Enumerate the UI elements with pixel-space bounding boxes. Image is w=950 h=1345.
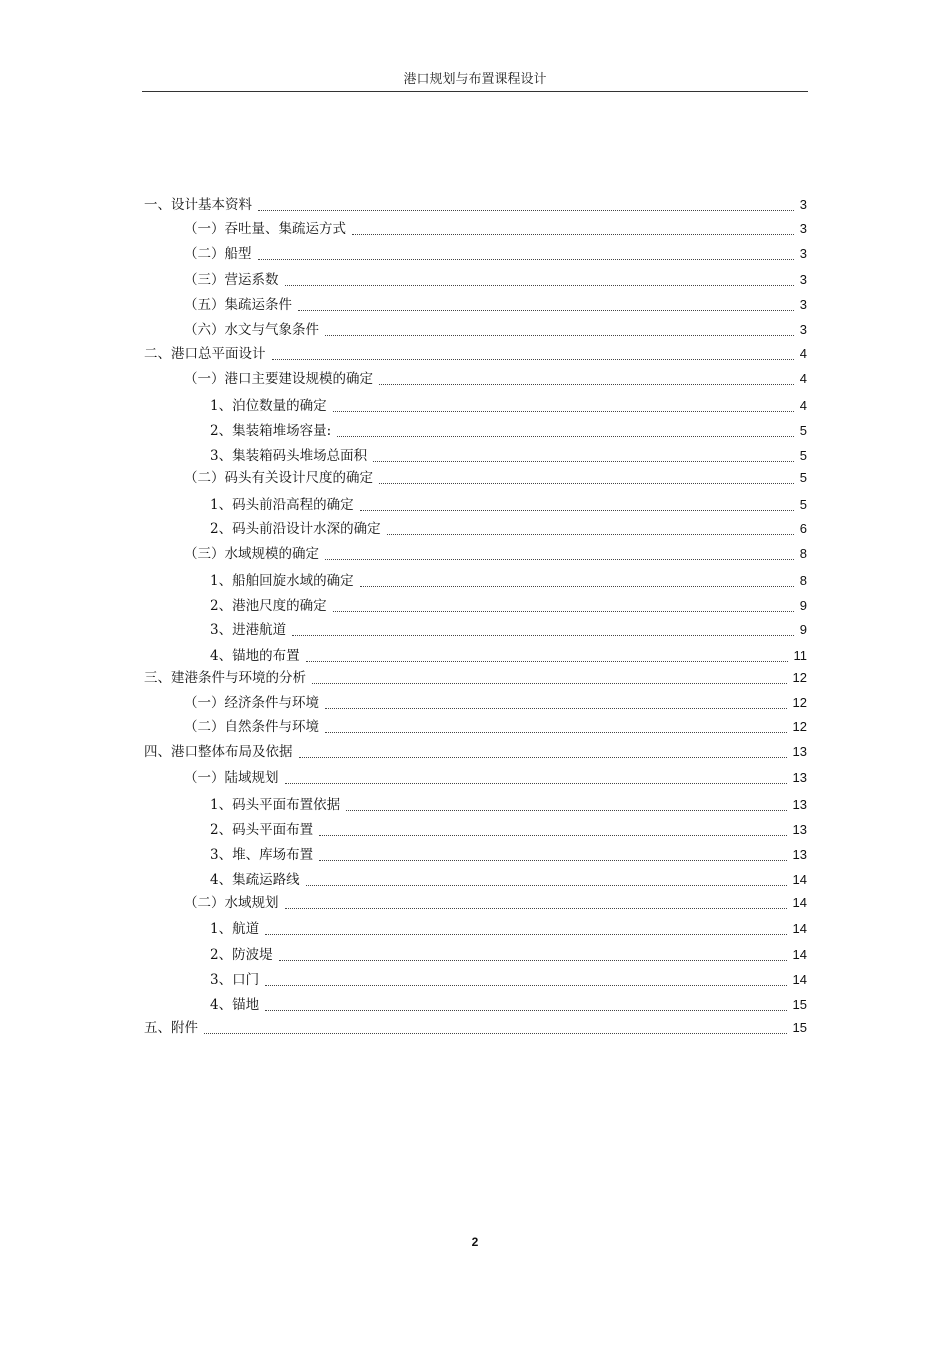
- toc-leader-dots: [265, 1010, 786, 1011]
- toc-leader-dots: [325, 335, 794, 336]
- toc-entry-page: 9: [799, 598, 807, 613]
- toc-entry-label: 3、集装箱码头堆场总面积: [210, 448, 368, 464]
- toc-entry-label: 二、港口总平面设计: [144, 346, 266, 362]
- toc-entry-label: （二）自然条件与环境: [184, 719, 319, 735]
- toc-entry-page: 3: [799, 297, 807, 312]
- toc-entry[interactable]: [184, 544, 807, 564]
- toc-entry-page: 3: [799, 272, 807, 287]
- toc-entry-page: 13: [792, 797, 807, 812]
- toc-entry[interactable]: [210, 646, 807, 666]
- toc-entry-label: 2、防波堤: [210, 947, 273, 963]
- toc-entry[interactable]: [210, 995, 807, 1015]
- toc-entry-label: （一）经济条件与环境: [184, 695, 319, 711]
- toc-entry[interactable]: [184, 219, 807, 239]
- toc-entry-label: （一）港口主要建设规模的确定: [184, 371, 373, 387]
- toc-entry[interactable]: [184, 768, 807, 788]
- toc-leader-dots: [312, 683, 787, 684]
- toc-entry-label: （二）水域规划: [184, 895, 279, 911]
- toc-entry-page: 8: [799, 546, 807, 561]
- toc-entry-page: 12: [792, 695, 807, 710]
- toc-leader-dots: [346, 810, 786, 811]
- toc-entry[interactable]: [210, 945, 807, 965]
- toc-entry[interactable]: [210, 519, 807, 539]
- toc-entry[interactable]: [184, 244, 807, 264]
- toc-entry-label: 1、码头平面布置依据: [210, 797, 341, 813]
- toc-entry-page: 14: [792, 972, 807, 987]
- toc-entry-label: （三）营运系数: [184, 272, 279, 288]
- toc-entry[interactable]: [184, 270, 807, 290]
- toc-entry-label: 4、集疏运路线: [210, 872, 300, 888]
- toc-entry[interactable]: [210, 421, 807, 441]
- toc-entry-page: 11: [793, 648, 807, 663]
- toc-leader-dots: [325, 732, 787, 733]
- toc-leader-dots: [373, 461, 794, 462]
- toc-leader-dots: [379, 483, 794, 484]
- toc-entry[interactable]: [184, 468, 807, 488]
- toc-entry-label: 一、设计基本资料: [144, 197, 252, 213]
- toc-entry-page: 3: [799, 221, 807, 236]
- toc-leader-dots: [306, 661, 788, 662]
- toc-entry-label: 4、锚地的布置: [210, 648, 300, 664]
- toc-leader-dots: [319, 835, 786, 836]
- toc-leader-dots: [258, 210, 794, 211]
- toc-entry-page: 14: [792, 921, 807, 936]
- toc-entry-page: 14: [792, 895, 807, 910]
- toc-entry-page: 12: [792, 670, 807, 685]
- toc-entry-label: （五）集疏运条件: [184, 297, 292, 313]
- toc-entry[interactable]: [144, 668, 807, 688]
- toc-entry[interactable]: [210, 620, 807, 640]
- toc-entry-label: 三、建港条件与环境的分析: [144, 670, 306, 686]
- toc-entry-page: 9: [799, 622, 807, 637]
- toc-leader-dots: [319, 860, 786, 861]
- toc-entry[interactable]: [210, 820, 807, 840]
- toc-entry-page: 3: [799, 322, 807, 337]
- toc-entry-label: 3、堆、库场布置: [210, 847, 314, 863]
- toc-leader-dots: [285, 908, 787, 909]
- toc-entry[interactable]: [210, 446, 807, 466]
- toc-entry-page: 13: [792, 822, 807, 837]
- toc-entry-label: （二）船型: [184, 246, 252, 262]
- toc-entry[interactable]: [210, 571, 807, 591]
- toc-entry-page: 14: [792, 947, 807, 962]
- toc-entry-page: 6: [799, 521, 807, 536]
- toc-entry[interactable]: [184, 693, 807, 713]
- toc-leader-dots: [325, 559, 794, 560]
- toc-entry[interactable]: [210, 495, 807, 515]
- toc-entry-page: 5: [799, 497, 807, 512]
- toc-leader-dots: [306, 885, 787, 886]
- toc-entry-label: 1、航道: [210, 921, 260, 937]
- toc-entry-label: 1、泊位数量的确定: [210, 398, 327, 414]
- toc-entry[interactable]: [210, 396, 807, 416]
- toc-entry-label: （一）陆域规划: [184, 770, 279, 786]
- toc-entry-page: 4: [799, 398, 807, 413]
- toc-entry-page: 4: [799, 371, 807, 386]
- toc-entry-label: （一）吞吐量、集疏运方式: [184, 221, 346, 237]
- toc-entry[interactable]: [210, 845, 807, 865]
- toc-entry-label: 2、码头前沿设计水深的确定: [210, 521, 381, 537]
- toc-entry[interactable]: [184, 320, 807, 340]
- toc-leader-dots: [379, 384, 794, 385]
- toc-entry[interactable]: [210, 596, 807, 616]
- toc-entry[interactable]: [210, 870, 807, 890]
- toc-leader-dots: [285, 783, 787, 784]
- toc-entry-label: 4、锚地: [210, 997, 260, 1013]
- toc-leader-dots: [285, 285, 794, 286]
- running-header-title: 港口规划与布置课程设计: [403, 72, 547, 87]
- toc-entry-page: 15: [792, 997, 807, 1012]
- toc-entry-page: 5: [799, 470, 807, 485]
- toc-entry-page: 13: [792, 770, 807, 785]
- toc-entry-label: 四、港口整体布局及依据: [144, 744, 293, 760]
- toc-entry-label: 2、码头平面布置: [210, 822, 314, 838]
- toc-entry[interactable]: [184, 295, 807, 315]
- toc-entry-page: 13: [792, 744, 807, 759]
- toc-entry-page: 3: [799, 246, 807, 261]
- toc-leader-dots: [299, 757, 787, 758]
- toc-leader-dots: [360, 510, 794, 511]
- toc-entry-page: 15: [792, 1020, 807, 1035]
- toc-leader-dots: [333, 411, 794, 412]
- toc-entry-label: 3、口门: [210, 972, 260, 988]
- toc-leader-dots: [258, 259, 794, 260]
- toc-entry-page: 5: [799, 423, 807, 438]
- toc-entry[interactable]: [210, 795, 807, 815]
- toc-entry[interactable]: [144, 742, 807, 762]
- toc-leader-dots: [337, 436, 794, 437]
- toc-leader-dots: [387, 534, 794, 535]
- toc-leader-dots: [272, 359, 794, 360]
- toc-entry-label: 2、港池尺度的确定: [210, 598, 327, 614]
- page-number: 2: [471, 1235, 479, 1249]
- toc-entry-page: 4: [799, 346, 807, 361]
- toc-entry-label: 1、船舶回旋水域的确定: [210, 573, 354, 589]
- toc-entry[interactable]: [144, 195, 807, 215]
- toc-leader-dots: [333, 611, 794, 612]
- toc-leader-dots: [352, 234, 794, 235]
- toc-entry-label: 2、集装箱堆场容量:: [210, 423, 332, 439]
- toc-entry-page: 3: [799, 197, 807, 212]
- toc-leader-dots: [204, 1033, 787, 1034]
- toc-entry-label: 3、进港航道: [210, 622, 287, 638]
- toc-leader-dots: [360, 586, 794, 587]
- toc-entry[interactable]: [210, 970, 807, 990]
- toc-entry[interactable]: [184, 369, 807, 389]
- toc-entry[interactable]: [210, 919, 807, 939]
- toc-entry-label: 五、附件: [144, 1020, 198, 1036]
- toc-leader-dots: [325, 708, 787, 709]
- toc-entry-label: （三）水域规模的确定: [184, 546, 319, 562]
- toc-entry[interactable]: [184, 717, 807, 737]
- toc-entry[interactable]: [184, 893, 807, 913]
- toc-entry-label: 1、码头前沿高程的确定: [210, 497, 354, 513]
- toc-leader-dots: [292, 635, 794, 636]
- toc-entry-page: 14: [792, 872, 807, 887]
- toc-leader-dots: [265, 934, 786, 935]
- toc-entry[interactable]: [144, 344, 807, 364]
- toc-entry[interactable]: [144, 1018, 807, 1038]
- toc-leader-dots: [279, 960, 787, 961]
- toc-leader-dots: [298, 310, 794, 311]
- toc-leader-dots: [265, 985, 786, 986]
- toc-entry-page: 12: [792, 719, 807, 734]
- toc-entry-page: 13: [792, 847, 807, 862]
- toc-entry-page: 8: [799, 573, 807, 588]
- toc-entry-label: （六）水文与气象条件: [184, 322, 319, 338]
- toc-entry-label: （二）码头有关设计尺度的确定: [184, 470, 373, 486]
- toc-entry-page: 5: [799, 448, 807, 463]
